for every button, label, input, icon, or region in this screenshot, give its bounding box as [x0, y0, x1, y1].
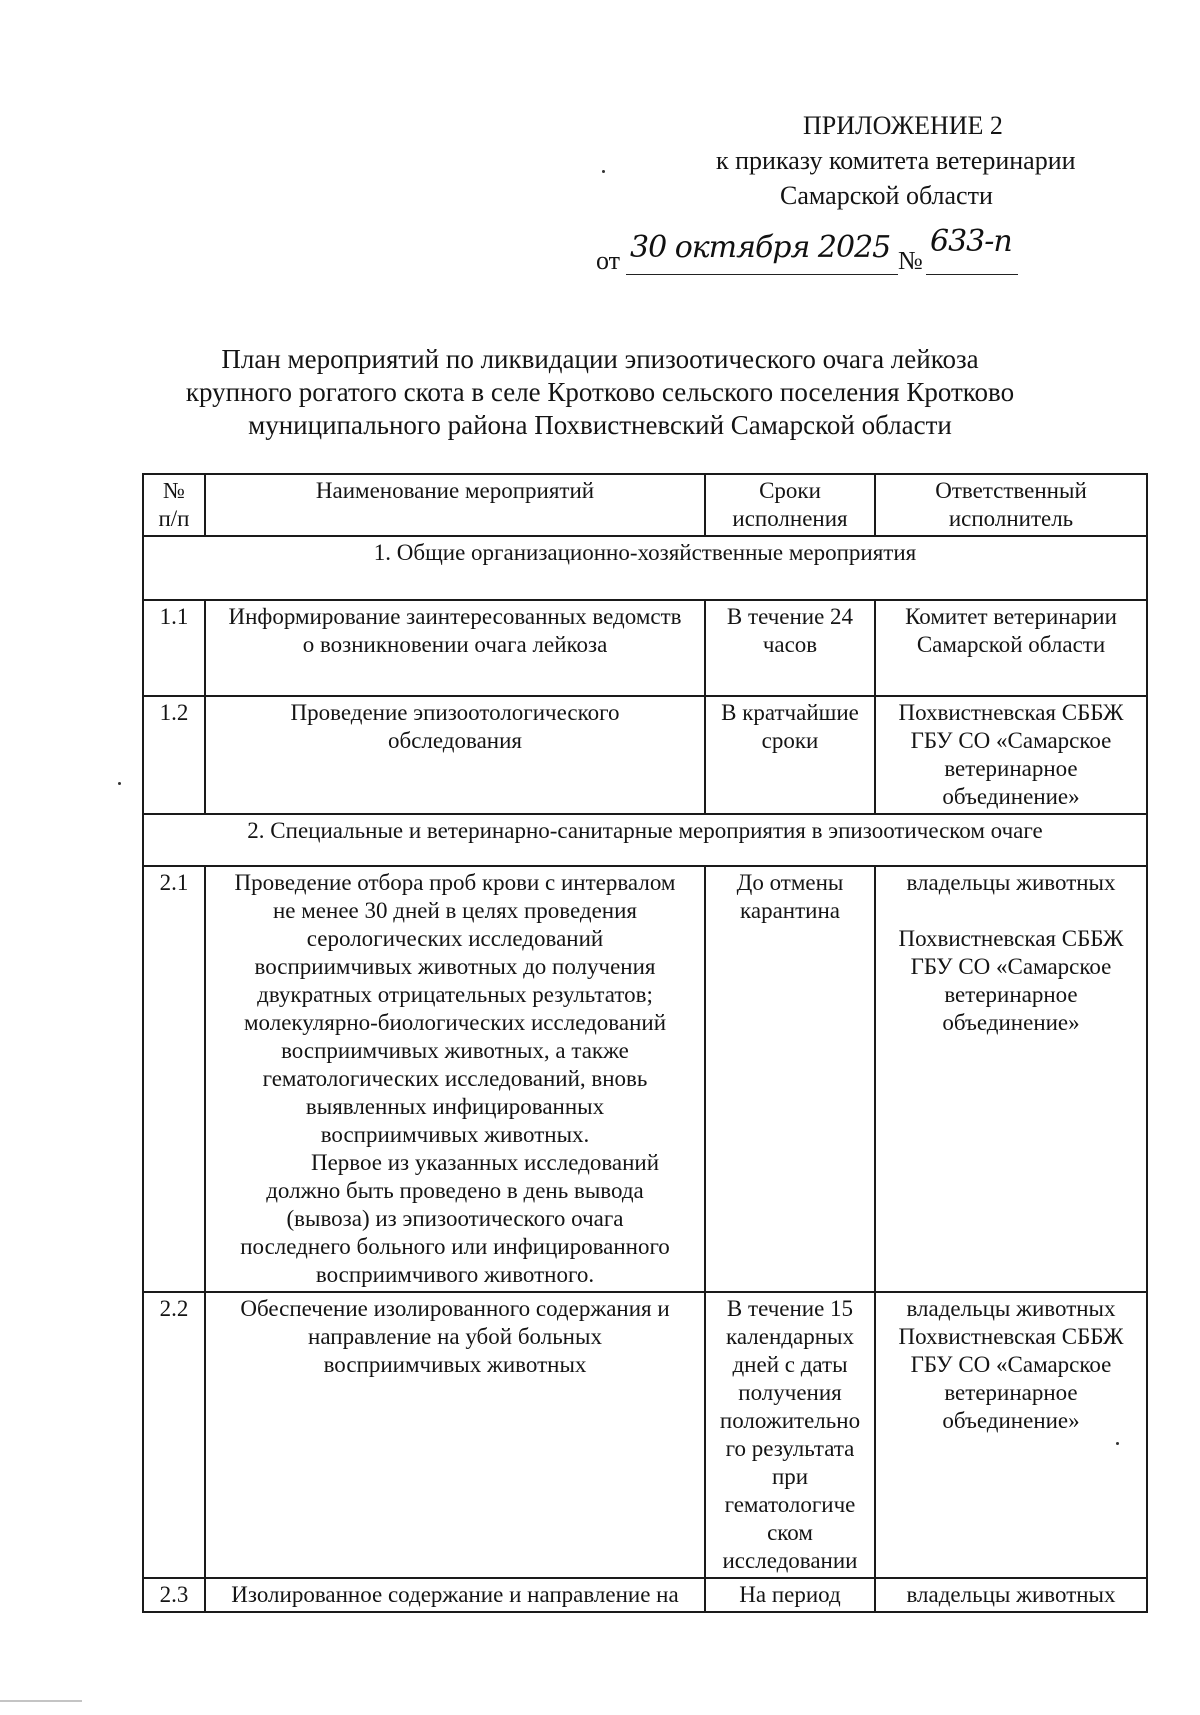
- cell-line: Информирование заинтересованных ведомств: [228, 604, 682, 629]
- section-2-title: 2. Специальные и ветеринарно-санитарные мероприятия в эпизоотическом очаге: [143, 814, 1147, 866]
- cell-line: ветеринарное: [944, 982, 1078, 1007]
- table-row: [143, 696, 1147, 814]
- cell-line: восприимчивых животных.: [320, 1122, 590, 1147]
- cell-line: ветеринарное: [944, 1380, 1078, 1405]
- header-text: Наименование мероприятий: [315, 478, 595, 503]
- cell-line: календарных: [726, 1324, 854, 1349]
- row-num: 1.1: [143, 600, 205, 696]
- cell-line: владельцы животных: [906, 1582, 1116, 1607]
- cell-line: дней с даты: [732, 1352, 848, 1377]
- scan-edge-mark: [0, 1700, 82, 1702]
- plan-table: [142, 473, 1148, 1613]
- row-num: 1.2: [143, 696, 205, 814]
- cell-line: гематологиче: [724, 1492, 856, 1517]
- table-row: [143, 1578, 1147, 1612]
- cell-line: (вывоза) из эпизоотического очага: [286, 1206, 624, 1231]
- order-date-number: [596, 224, 1136, 278]
- title-line: крупного рогатого скота в селе Кротково сельского поселения Кротково: [185, 377, 1015, 407]
- cell-line: обследования: [388, 728, 522, 753]
- cell-line: Похвистневская СББЖ: [898, 1324, 1124, 1349]
- appendix-header: [690, 108, 1170, 213]
- cell-line: при: [771, 1464, 809, 1489]
- document-title: [140, 343, 1060, 442]
- cell-line: ГБУ СО «Самарское: [910, 1352, 1112, 1377]
- scan-speck: [1116, 1442, 1119, 1445]
- appendix-order-ref: к приказу комитета ветеринарии: [716, 146, 1076, 175]
- cell-line: должно быть проведено в день вывода: [266, 1178, 644, 1203]
- row-name: [205, 1578, 705, 1612]
- cell-line: Изолированное содержание и направление на: [231, 1582, 679, 1607]
- header-text: Сроки: [759, 478, 821, 503]
- cell-line: восприимчивого животного.: [315, 1262, 595, 1287]
- row-term: [705, 1578, 875, 1612]
- cell-line: объединение»: [942, 1408, 1080, 1433]
- cell-line: объединение»: [942, 784, 1080, 809]
- appendix-title: ПРИЛОЖЕНИЕ 2: [803, 111, 1003, 140]
- table-row: [143, 866, 1147, 1292]
- scan-speck: [602, 170, 605, 173]
- header-num: [143, 474, 205, 536]
- cell-line: Самарской области: [916, 632, 1106, 657]
- title-line: муниципального района Похвистневский Самарской области: [248, 410, 952, 440]
- section-1-title: 1. Общие организационно-хозяйственные мероприятия: [143, 536, 1147, 600]
- appendix-region: Самарской области: [780, 181, 993, 210]
- section-row: [143, 536, 1147, 600]
- table-row: [143, 1292, 1147, 1578]
- cell-line: восприимчивых животных до получения: [254, 954, 656, 979]
- header-name: [205, 474, 705, 536]
- table-header-row: [143, 474, 1147, 536]
- cell-line: Проведение отбора проб крови с интервалом: [234, 870, 676, 895]
- cell-line: В течение 15: [726, 1296, 854, 1321]
- cell-line: карантина: [740, 898, 840, 923]
- cell-line: ском: [767, 1520, 813, 1545]
- row-resp: [875, 1578, 1147, 1612]
- cell-line: двукратных отрицательных результатов;: [257, 982, 653, 1007]
- row-term: [705, 696, 875, 814]
- cell-line: сроки: [761, 728, 819, 753]
- row-term: [705, 600, 875, 696]
- cell-line: о возникновении очага лейкоза: [302, 632, 608, 657]
- header-text: исполнитель: [948, 506, 1074, 531]
- header-text: исполнения: [732, 506, 848, 531]
- cell-line: Проведение эпизоотологического: [290, 700, 620, 725]
- cell-line: восприимчивых животных, а также: [281, 1038, 629, 1063]
- cell-line: владельцы животных: [906, 870, 1116, 895]
- row-num: 2.1: [143, 866, 205, 1292]
- cell-line: исследовании: [722, 1548, 858, 1573]
- row-name: [205, 600, 705, 696]
- cell-line: направление на убой больных: [308, 1324, 602, 1349]
- row-name: [205, 1292, 705, 1578]
- scan-speck: [118, 782, 121, 785]
- header-text: №: [163, 478, 185, 503]
- cell-line: До отмены: [736, 870, 844, 895]
- cell-line: ГБУ СО «Самарское: [910, 954, 1112, 979]
- cell-line: Похвистневская СББЖ: [898, 926, 1124, 951]
- cell-line: гематологических исследований, вновь: [262, 1066, 648, 1091]
- cell-line: Похвистневская СББЖ: [898, 700, 1124, 725]
- cell-line: Обеспечение изолированного содержания и: [240, 1296, 670, 1321]
- cell-line: положительно: [719, 1408, 861, 1433]
- cell-line: В течение 24: [726, 604, 854, 629]
- section-row: [143, 814, 1147, 866]
- cell-line: В кратчайшие: [721, 700, 859, 725]
- row-num: 2.2: [143, 1292, 205, 1578]
- row-num: 2.3: [143, 1578, 205, 1612]
- cell-line: молекулярно-биологических исследований: [243, 1010, 667, 1035]
- cell-line: На период: [739, 1582, 841, 1607]
- row-name: [205, 696, 705, 814]
- row-resp: [875, 1292, 1147, 1578]
- row-resp: [875, 600, 1147, 696]
- row-term: [705, 1292, 875, 1578]
- title-line: План мероприятий по ликвидации эпизоотического очага лейкоза: [221, 344, 979, 374]
- number-label: №: [898, 246, 923, 275]
- date-label: от: [596, 246, 621, 275]
- row-resp: [875, 866, 1147, 1292]
- header-text: п/п: [158, 506, 190, 531]
- row-resp: [875, 696, 1147, 814]
- header-term: [705, 474, 875, 536]
- header-resp: [875, 474, 1147, 536]
- cell-line: ветеринарное: [944, 756, 1078, 781]
- row-name: [205, 866, 705, 1292]
- cell-line: Первое из указанных исследований: [310, 1150, 660, 1175]
- table-row: [143, 600, 1147, 696]
- cell-line: го результата: [725, 1436, 855, 1461]
- handwritten-date: 30 октября 2025: [630, 230, 891, 265]
- cell-line: ГБУ СО «Самарское: [910, 728, 1112, 753]
- cell-line: выявленных инфицированных: [305, 1094, 605, 1119]
- cell-line: восприимчивых животных: [323, 1352, 587, 1377]
- cell-line: владельцы животных: [906, 1296, 1116, 1321]
- cell-line: последнего больного или инфицированного: [240, 1234, 670, 1259]
- cell-line: не менее 30 дней в целях проведения: [272, 898, 637, 923]
- header-text: Ответственный: [935, 478, 1087, 503]
- cell-line: объединение»: [942, 1010, 1080, 1035]
- cell-line: получения: [738, 1380, 842, 1405]
- cell-spacer: [882, 897, 1140, 925]
- cell-line: серологических исследований: [306, 926, 604, 951]
- cell-line: часов: [762, 632, 818, 657]
- cell-line: Комитет ветеринарии: [905, 604, 1117, 629]
- handwritten-number: 633-п: [930, 224, 1012, 259]
- row-term: [705, 866, 875, 1292]
